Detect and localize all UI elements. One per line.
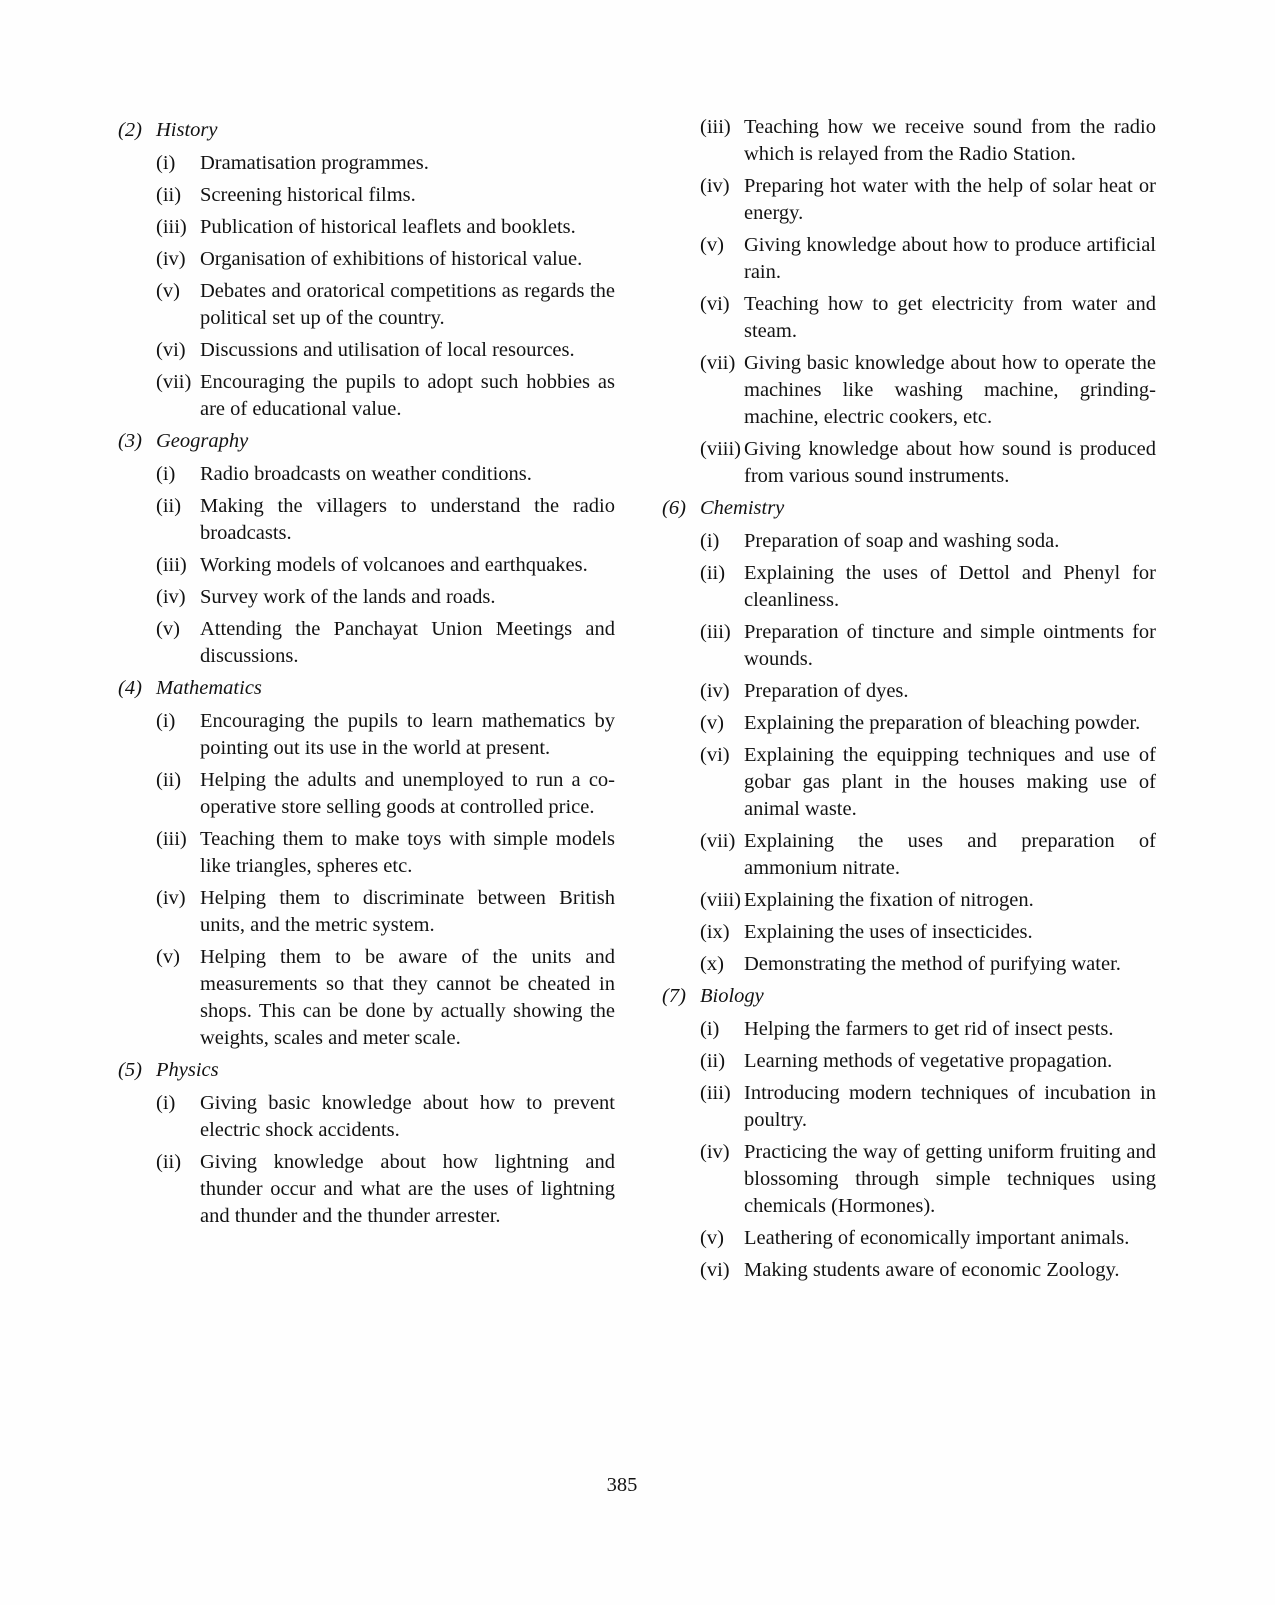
item-text: Preparation of tincture and simple ointments for wounds.	[744, 621, 1156, 670]
section-number: (7)	[662, 985, 686, 1007]
list-item	[700, 1016, 1156, 1043]
list-item	[700, 619, 1156, 673]
section-header	[118, 117, 615, 144]
list-item	[156, 182, 615, 209]
section-header	[118, 1057, 615, 1084]
item-text: Survey work of the lands and roads.	[200, 586, 496, 608]
list-item	[156, 246, 615, 273]
list-item	[700, 232, 1156, 286]
item-marker: (i)	[700, 1018, 720, 1040]
item-text: Organisation of exhibitions of historical value.	[200, 248, 583, 270]
item-marker: (vii)	[156, 371, 192, 393]
item-marker: (v)	[156, 618, 180, 640]
section-header	[662, 983, 1156, 1010]
item-text: Helping the adults and unemployed to run a co-operative store selling goods at controlled price.	[200, 769, 615, 818]
list-item	[700, 919, 1156, 946]
item-marker: (x)	[700, 953, 724, 975]
list-item	[700, 678, 1156, 705]
list-item	[700, 1257, 1156, 1284]
item-marker: (vii)	[700, 830, 736, 852]
item-marker: (ii)	[156, 184, 182, 206]
list-item	[700, 291, 1156, 345]
list-item	[700, 528, 1156, 555]
item-marker: (iii)	[700, 621, 731, 643]
section-title: Biology	[700, 985, 764, 1007]
item-marker: (iv)	[700, 680, 730, 702]
right-column	[662, 114, 1156, 1289]
section-title: History	[156, 119, 218, 141]
item-text: Giving knowledge about how to produce artificial rain.	[744, 234, 1156, 283]
item-text: Encouraging the pupils to learn mathematics by pointing out its use in the world at present.	[200, 710, 615, 759]
item-text: Learning methods of vegetative propagation.	[744, 1050, 1113, 1072]
item-text: Explaining the uses and preparation of ammonium nitrate.	[744, 830, 1156, 879]
item-text: Making the villagers to understand the radio broadcasts.	[200, 495, 615, 544]
item-marker: (i)	[700, 530, 720, 552]
item-text: Teaching how to get electricity from water and steam.	[744, 293, 1156, 342]
list-item	[156, 278, 615, 332]
item-text: Demonstrating the method of purifying water.	[744, 953, 1121, 975]
item-marker: (iv)	[156, 248, 186, 270]
item-marker: (iii)	[156, 216, 187, 238]
item-text: Explaining the preparation of bleaching powder.	[744, 712, 1141, 734]
item-marker: (iv)	[700, 1141, 730, 1163]
list-item	[156, 369, 615, 423]
item-marker: (viii)	[700, 889, 741, 911]
item-marker: (ii)	[700, 1050, 726, 1072]
item-text: Helping the farmers to get rid of insect pests.	[744, 1018, 1114, 1040]
item-text: Screening historical films.	[200, 184, 416, 206]
item-text: Preparation of dyes.	[744, 680, 909, 702]
list-item	[156, 552, 615, 579]
item-text: Practicing the way of getting uniform fruiting and blossoming through simple techniques using chemicals (Hormones).	[744, 1141, 1156, 1217]
item-marker: (iii)	[156, 828, 187, 850]
item-text: Teaching how we receive sound from the radio which is relayed from the Radio Station.	[744, 116, 1156, 165]
list-item	[156, 1149, 615, 1230]
list-item	[156, 944, 615, 1052]
section-title: Geography	[156, 430, 249, 452]
section-header	[118, 675, 615, 702]
item-text: Radio broadcasts on weather conditions.	[200, 463, 532, 485]
item-marker: (i)	[156, 1092, 176, 1114]
item-text: Attending the Panchayat Union Meetings and discussions.	[200, 618, 615, 667]
section-title: Chemistry	[700, 497, 785, 519]
item-text: Working models of volcanoes and earthquakes.	[200, 554, 588, 576]
item-text: Giving basic knowledge about how to operate the machines like washing machine, grinding-machine, electric cookers, etc.	[744, 352, 1156, 428]
item-text: Dramatisation programmes.	[200, 152, 429, 174]
item-marker: (viii)	[700, 438, 741, 460]
section-title: Mathematics	[156, 677, 262, 699]
list-item	[156, 461, 615, 488]
list-item	[700, 742, 1156, 823]
item-text: Preparation of soap and washing soda.	[744, 530, 1060, 552]
item-marker: (ii)	[156, 495, 182, 517]
item-text: Debates and oratorical competitions as regards the political set up of the country.	[200, 280, 615, 329]
item-text: Leathering of economically important animals.	[744, 1227, 1130, 1249]
item-marker: (i)	[156, 710, 176, 732]
section-number: (6)	[662, 497, 686, 519]
list-item	[700, 436, 1156, 490]
item-text: Discussions and utilisation of local resources.	[200, 339, 575, 361]
item-marker: (iii)	[700, 1082, 731, 1104]
list-item	[156, 708, 615, 762]
item-marker: (iv)	[156, 887, 186, 909]
list-item	[700, 1139, 1156, 1220]
list-item	[156, 826, 615, 880]
list-item	[156, 337, 615, 364]
section-header	[118, 428, 615, 455]
item-marker: (vi)	[156, 339, 186, 361]
list-item	[700, 560, 1156, 614]
list-item	[156, 885, 615, 939]
item-text: Encouraging the pupils to adopt such hobbies as are of educational value.	[200, 371, 615, 420]
item-marker: (ii)	[700, 562, 726, 584]
item-marker: (iv)	[156, 586, 186, 608]
item-marker: (ii)	[156, 769, 182, 791]
section-number: (3)	[118, 430, 142, 452]
list-item	[156, 150, 615, 177]
item-marker: (i)	[156, 152, 176, 174]
item-marker: (ii)	[156, 1151, 182, 1173]
list-item	[700, 828, 1156, 882]
item-text: Preparing hot water with the help of solar heat or energy.	[744, 175, 1156, 224]
item-text: Helping them to be aware of the units and measurements so that they cannot be cheated in shops. This can be done by actually showing the weights, scales and meter scale.	[200, 946, 615, 1049]
item-marker: (vi)	[700, 293, 730, 315]
list-item	[700, 710, 1156, 737]
list-item	[156, 767, 615, 821]
item-marker: (vi)	[700, 1259, 730, 1281]
section-header	[662, 495, 1156, 522]
section-number: (4)	[118, 677, 142, 699]
item-marker: (v)	[700, 234, 724, 256]
item-text: Giving knowledge about how lightning and thunder occur and what are the uses of lightning and thunder and the thunder arrester.	[200, 1151, 615, 1227]
item-marker: (vi)	[700, 744, 730, 766]
page-number: 385	[606, 1474, 638, 1496]
item-marker: (iii)	[156, 554, 187, 576]
item-marker: (v)	[156, 946, 180, 968]
item-text: Explaining the uses of insecticides.	[744, 921, 1033, 943]
item-text: Giving knowledge about how sound is produced from various sound instruments.	[744, 438, 1156, 487]
item-marker: (vii)	[700, 352, 736, 374]
item-text: Making students aware of economic Zoology.	[744, 1259, 1120, 1281]
item-text: Explaining the equipping techniques and use of gobar gas plant in the houses making use of animal waste.	[744, 744, 1156, 820]
item-text: Explaining the fixation of nitrogen.	[744, 889, 1034, 911]
list-item	[700, 1225, 1156, 1252]
item-marker: (ix)	[700, 921, 730, 943]
list-item	[700, 951, 1156, 978]
item-marker: (iv)	[700, 175, 730, 197]
list-item	[156, 584, 615, 611]
list-item	[700, 887, 1156, 914]
list-item	[700, 114, 1156, 168]
list-item	[156, 493, 615, 547]
item-marker: (i)	[156, 463, 176, 485]
item-marker: (v)	[156, 280, 180, 302]
list-item	[156, 1090, 615, 1144]
list-item	[700, 1080, 1156, 1134]
item-marker: (v)	[700, 1227, 724, 1249]
item-text: Helping them to discriminate between British units, and the metric system.	[200, 887, 615, 936]
item-marker: (iii)	[700, 116, 731, 138]
list-item	[156, 214, 615, 241]
section-number: (2)	[118, 119, 142, 141]
list-item	[700, 1048, 1156, 1075]
item-text: Giving basic knowledge about how to prevent electric shock accidents.	[200, 1092, 615, 1141]
section-number: (5)	[118, 1059, 142, 1081]
list-item	[700, 350, 1156, 431]
left-column	[118, 114, 615, 1235]
section-title: Physics	[156, 1059, 219, 1081]
item-text: Explaining the uses of Dettol and Phenyl for cleanliness.	[744, 562, 1156, 611]
item-text: Teaching them to make toys with simple models like triangles, spheres etc.	[200, 828, 615, 877]
item-text: Publication of historical leaflets and booklets.	[200, 216, 576, 238]
item-text: Introducing modern techniques of incubation in poultry.	[744, 1082, 1156, 1131]
item-marker: (v)	[700, 712, 724, 734]
list-item	[700, 173, 1156, 227]
list-item	[156, 616, 615, 670]
